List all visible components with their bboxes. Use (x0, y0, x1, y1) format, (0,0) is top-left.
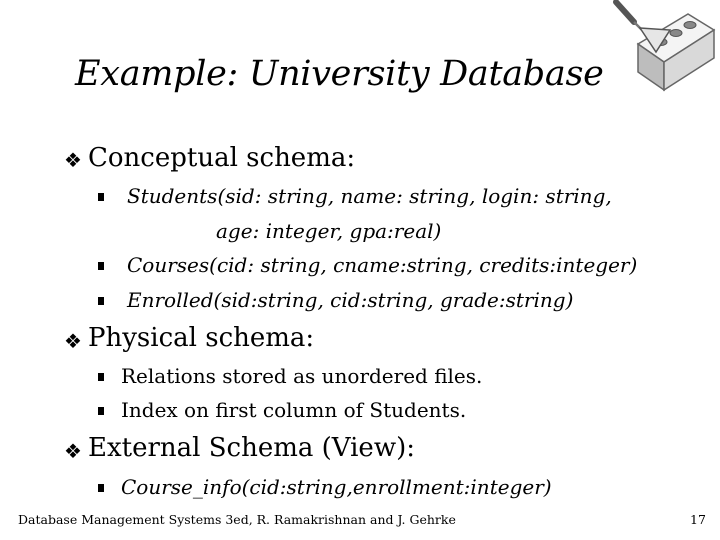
slide-title: Example: University Database (75, 54, 604, 94)
list-item-course-info: Course_info(cid:string,enrollment:integer) (121, 475, 552, 499)
square-bullet-icon (98, 297, 104, 305)
diamond-bullet-icon: ❖ (64, 439, 82, 463)
square-bullet-icon (98, 262, 104, 270)
square-bullet-icon (98, 193, 104, 201)
list-item-index: Index on first column of Students. (121, 398, 467, 422)
diamond-bullet-icon: ❖ (64, 148, 82, 172)
section-heading-conceptual: Conceptual schema: (88, 143, 356, 173)
list-item-courses: Courses(cid: string, cname:string, credits:integer) (127, 253, 638, 277)
diamond-bullet-icon: ❖ (64, 329, 82, 353)
square-bullet-icon (98, 407, 104, 415)
footer-credit: Database Management Systems 3ed, R. Ramakrishnan and J. Gehrke (18, 512, 456, 527)
page-number: 17 (690, 512, 706, 527)
section-heading-physical: Physical schema: (88, 323, 315, 353)
list-item-students: Students(sid: string, name: string, login: string, (127, 184, 612, 208)
list-item-students-continued: age: integer, gpa:real) (216, 219, 442, 243)
list-item-enrolled: Enrolled(sid:string, cid:string, grade:string) (127, 288, 574, 312)
section-heading-external: External Schema (View): (88, 433, 415, 463)
square-bullet-icon (98, 484, 104, 492)
list-item-relations: Relations stored as unordered files. (121, 364, 483, 388)
square-bullet-icon (98, 373, 104, 381)
brick-and-trowel-icon (612, 0, 716, 92)
